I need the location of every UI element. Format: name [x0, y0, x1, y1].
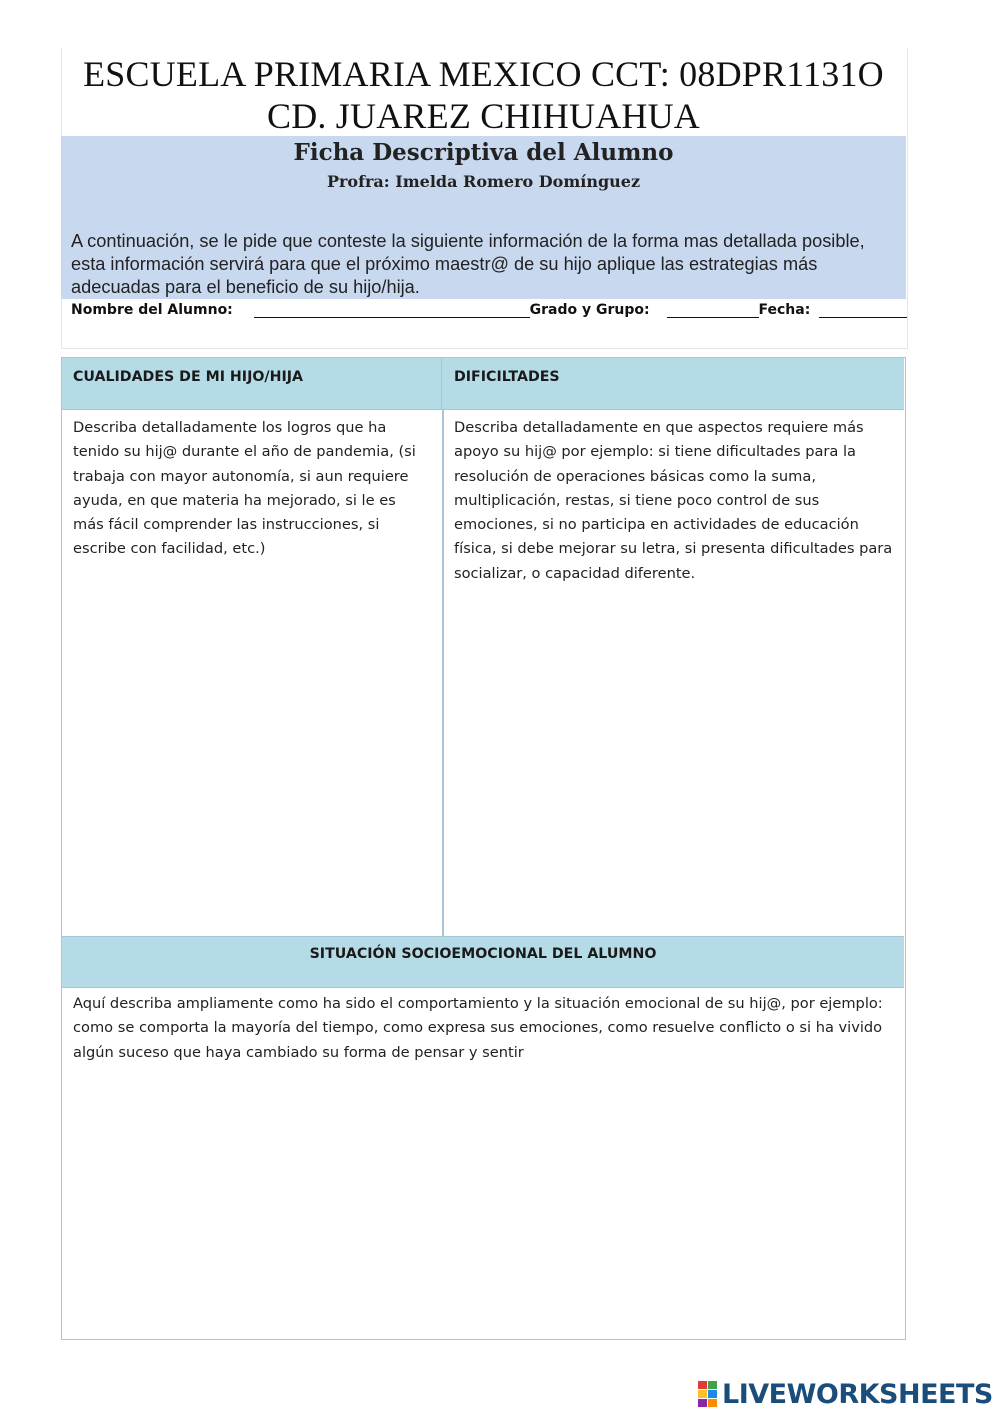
- intro-paragraph: A continuación, se le pide que conteste la siguiente información de la forma mas detallada posible, esta información servirá para que el próximo maestr@ de su hijo aplique las estrategias más adecuadas para el beneficio de su hijo/hija.: [71, 231, 865, 297]
- socioemotional-text-area[interactable]: Aquí describa ampliamente como ha sido el comportamiento y la situación emocional de su hij@, por ejemplo: como se comporta la mayoría del tiempo, como expresa sus emociones, como resuelve conflicto o si ha vivido algún suceso que haya cambiado su forma de pensar y sentir: [73, 995, 883, 1061]
- form-title: Ficha Descriptiva del Alumno: [293, 139, 674, 166]
- student-name-label: Nombre del Alumno:: [71, 302, 233, 318]
- qualities-header: CUALIDADES DE MI HIJO/HIJA: [62, 358, 442, 410]
- difficulties-header: DIFICILTADES: [442, 358, 904, 410]
- socioemotional-header: SITUACIÓN SOCIOEMOCIONAL DEL ALUMNO: [62, 936, 904, 988]
- difficulties-text-area[interactable]: Describa detalladamente en que aspectos requiere más apoyo su hij@ por ejemplo: si tiene dificultades para la resolución de operaciones básicas como la suma, multiplicación, restas, si tiene poco control de sus emociones, si no participa en actividades de educación física, si debe mejorar su letra, si presenta dificultades para socializar, o capacidad diferente.: [454, 419, 893, 582]
- liveworksheets-logo[interactable]: [698, 1378, 993, 1410]
- column-divider: [442, 410, 444, 936]
- grade-group-label: Grado y Grupo:: [529, 302, 650, 318]
- date-field[interactable]: [819, 303, 907, 318]
- date-label: Fecha:: [758, 302, 811, 318]
- teacher-name: Profra: Imelda Romero Domínguez: [326, 172, 641, 191]
- school-title-line2: CD. JUAREZ CHIHUAHUA: [267, 96, 700, 136]
- grade-group-field[interactable]: [667, 303, 759, 318]
- school-title-line1: ESCUELA PRIMARIA MEXICO CCT: 08DPR1131O: [83, 54, 884, 94]
- description-table: [61, 357, 906, 1340]
- liveworksheets-brand-text: LIVEWORKSHEETS: [722, 1378, 993, 1410]
- liveworksheets-logo-icon: [698, 1381, 720, 1407]
- student-name-field[interactable]: [254, 303, 530, 318]
- student-info-line: [71, 302, 901, 318]
- qualities-text-area[interactable]: Describa detalladamente los logros que ha tenido su hij@ durante el año de pandemia, (si trabaja con mayor autonomía, si aun requiere ayuda, en que materia ha mejorado, si le es más fácil comprender las instrucciones, si escribe con facilidad, etc.): [73, 419, 416, 558]
